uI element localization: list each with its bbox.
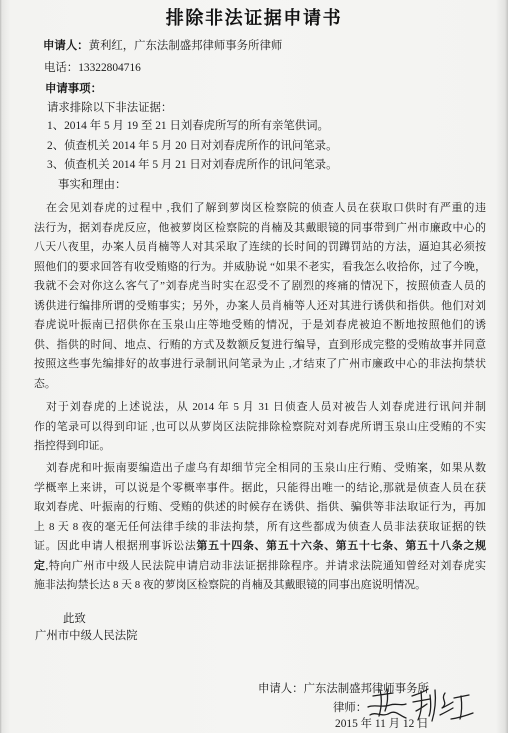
paragraph-line: 照他们的要求回答有收受贿赂的行为。并威胁说 “如果不老实，看我怎么收拾你，过了今晚，: [34, 260, 486, 273]
legal-articles-bold: 第五十四条、第五十六条、第五十七条、第五十八条之规: [196, 540, 486, 552]
request-items: [47, 117, 337, 176]
line-text: 证。因此申请人根据刑事诉讼法: [34, 540, 197, 552]
paragraph-line: 八天八夜里，办案人员肖楠等人对其采取了连续的长时间的罚蹲罚站的方法，逼迫其必须按: [34, 241, 486, 253]
request-item: 3、侦查机关 2014 年 5 月 21 日对刘春虎所作的讯问笔录。: [47, 159, 338, 171]
request-heading: 申请事项：: [45, 83, 102, 95]
facts-paragraph-1: [34, 199, 486, 394]
paragraph-line: 按照这些事先编排好的故事进行录制讯问笔录为止 ,才结束了广州市廉政中心的非法拘禁状: [34, 358, 486, 370]
facts-paragraph-2: [34, 398, 486, 457]
paragraph-line: 作的笔录可以得到印证 ,也可以从萝岗区法院排除检察院对刘春虎所谓玉泉山庄受贿的不实: [34, 420, 486, 433]
phone-line: [44, 60, 141, 76]
paragraph-line: 我就不会对你这么客气了”刘春虎当时实在忍受不了剧烈的疼痛的情况下，按照侦查人员的: [34, 280, 486, 292]
paragraph-line: 在会见刘春虎的过程中 ,我们了解到萝岗区检察院的侦查人员在获取口供时有严重的违: [46, 202, 486, 214]
paragraph-line: 取刘春虎、叶振南的行贿、受贿的供述的时候存在诱供、指供、骗供等非法取证行为，再加: [34, 501, 486, 513]
paragraph-line: 法行为，据刘春虎反应，他被萝岗区检察院的肖楠及其戴眼镜的同事带到广州市廉政中心的: [34, 221, 486, 234]
document-title: 排除非法证据申请书: [165, 8, 343, 28]
closing-salutation: 此致: [63, 613, 86, 625]
applicant-label: 申请人：: [43, 40, 89, 52]
paragraph-line: 上 8 天 8 夜的毫无任何法律手续的非法拘禁，所有这些都成为侦查人员非法获取证据的铁: [34, 520, 486, 533]
signature-applicant: 申请人：广东法制盛邦律师事务所: [258, 683, 429, 695]
paragraph-line: 对于刘春虎的上述说法，从 2014 年 5 月 31 日侦查人员对被告人刘春虎进行讯问并制: [46, 401, 486, 413]
signature-date: 2015 年 11 月 12 日: [335, 718, 429, 730]
closing-recipient: 广州市中级人民法院: [35, 630, 138, 642]
facts-heading: 事实和理由：: [58, 179, 127, 191]
paragraph-line: 春虎说叶振南已招供你在玉泉山庄等地受贿的情况，于是刘春虎被迫不断地按照他们的诱: [34, 319, 486, 331]
request-item: 2、侦查机关 2014 年 5 月 20 日对刘春虎所作的讯问笔录。: [47, 139, 338, 152]
lawyer-label: 律师：: [333, 702, 368, 714]
paragraph-line: 指控得到印证。: [34, 440, 111, 452]
paragraph-line: 刘春虎和叶振南要编造出子虚乌有却细节完全相同的玉泉山庄行贿、受贿案，如果从数: [46, 462, 486, 474]
legal-articles-bold: 定: [34, 559, 46, 572]
paragraph-line: [34, 537, 486, 557]
paragraph-line: 学概率上来讲，可以说是个零概率事件。据此，只能得出唯一的结论,那就是侦查人员在获: [34, 481, 486, 494]
paragraph-line: 供、指供的时间、地点、行贿的方式及数额反复进行编导，直到形成完整的受贿故事并同意: [34, 338, 486, 351]
phone-value: 13322804716: [78, 62, 141, 74]
paragraph-line: [34, 557, 486, 577]
paragraph-line: 诱供进行编排所谓的受贿事实；另外，办案人员肖楠等人还对其进行诱供和指供。他们对刘: [34, 299, 486, 312]
line-text: ,特向广州市中级人民法院申请启动非法证据排除程序。并请求法院通知曾经对刘春虎实: [45, 559, 486, 572]
request-item: 1、2014 年 5 月 19 至 21 日刘春虎所写的所有亲笔供词。: [47, 120, 329, 132]
phone-label: 电话：: [44, 62, 79, 74]
request-intro: 请求排除以下非法证据：: [47, 102, 173, 114]
applicant-line: [43, 38, 282, 54]
applicant-value: 黄利红，广东法制盛邦律师事务所律师: [88, 40, 283, 52]
facts-paragraph-3: [34, 459, 486, 596]
paragraph-line: 态。: [34, 377, 56, 390]
paragraph-line: 施非法拘禁长达 8 天 8 夜的萝岗区检察院的肖楠及其戴眼镜的同事出庭说明情况。: [34, 579, 427, 591]
